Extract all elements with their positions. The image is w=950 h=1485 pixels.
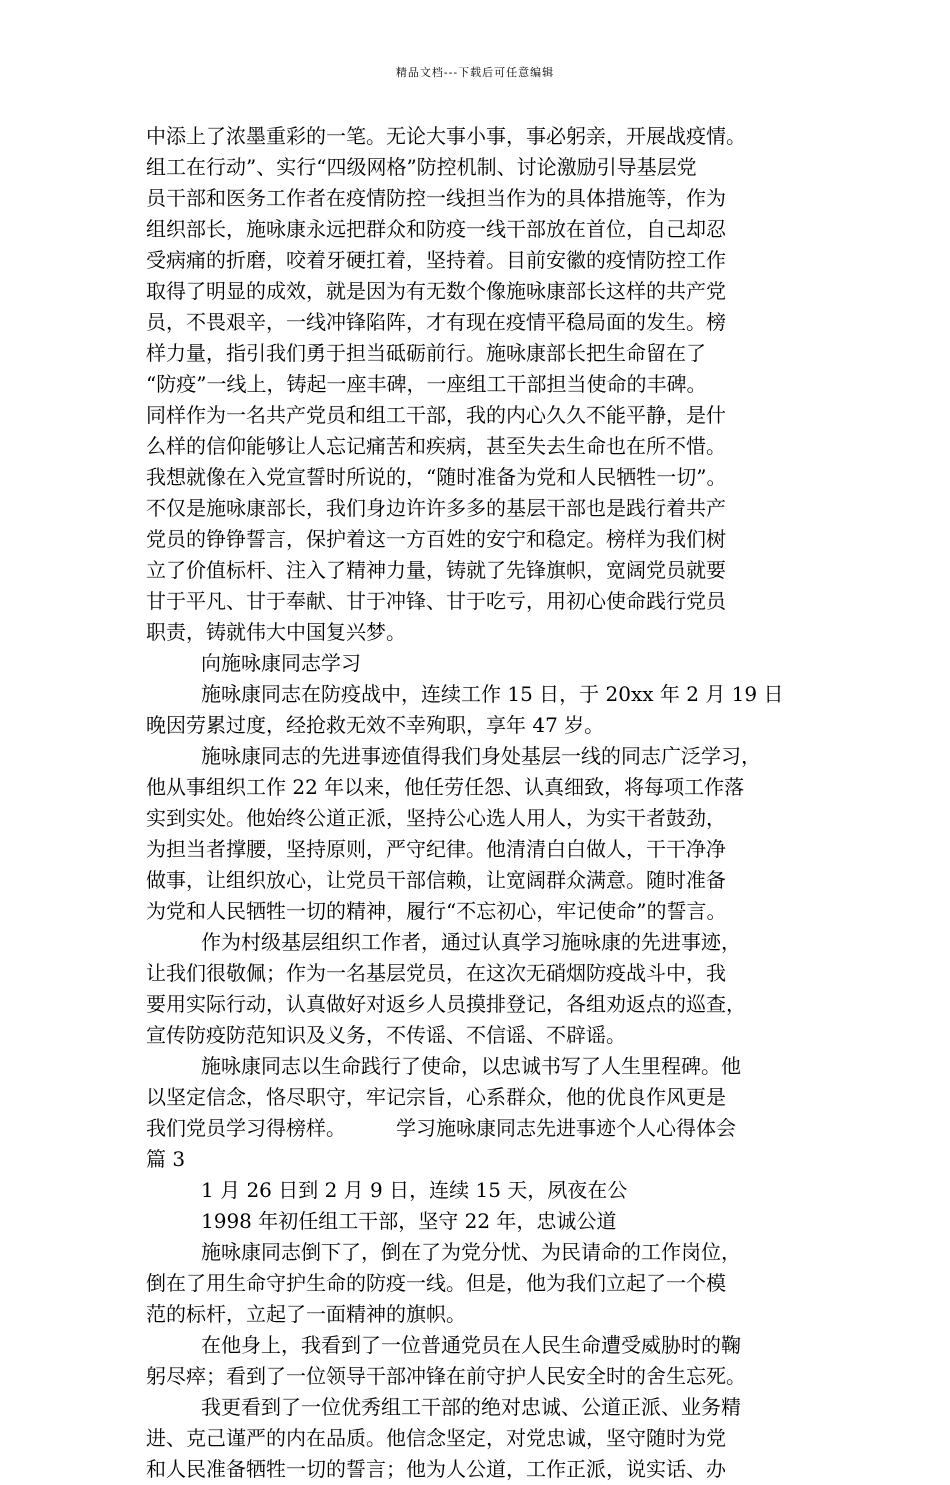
text-line: 进、克己谨严的内在品质。他信念坚定，对党忠诚，坚守随时为党 <box>146 1426 726 1450</box>
text-line: 作为村级基层组织工作者，通过认真学习施咏康的先进事迹， <box>201 930 741 954</box>
text-line: “防疫”一线上，铸起一座丰碑，一座组工干部担当使命的丰碑。 <box>146 372 707 396</box>
text-line: 组工在行动”、实行“四级网格”防控机制、讨论激励引导基层党 <box>146 155 697 179</box>
text-line: 我想就像在入党宣誓时所说的，“随时准备为党和人民牺牲一切”。 <box>146 465 727 489</box>
text-line: 为党和人民牺牲一切的精神，履行“不忘初心，牢记使命”的誓言。 <box>146 899 727 923</box>
text-line: 职责，铸就伟大中国复兴梦。 <box>146 620 406 644</box>
page-header: 精品文档---下载后可任意编辑 <box>395 66 555 79</box>
text-line: 要用实际行动，认真做好对返乡人员摸排登记，各组劝返点的巡查， <box>146 992 746 1016</box>
text-line: 中添上了浓墨重彩的一笔。无论大事小事，事必躬亲，开展战疫情。 <box>146 124 746 148</box>
text-line: 我们党员学习得榜样。 学习施咏康同志先进事迹个人心得体会 <box>146 1116 736 1140</box>
text-line: 和人民准备牺牲一切的誓言；他为人公道，工作正派，说实话、办 <box>146 1457 726 1481</box>
text-line: 不仅是施咏康部长，我们身边许许多多的基层干部也是践行着共产 <box>146 496 726 520</box>
text-line: 受病痛的折磨，咬着牙硬扛着，坚持着。目前安徽的疫情防控工作 <box>146 248 726 272</box>
text-line: 员，不畏艰辛，一线冲锋陷阵，才有现在疫情平稳局面的发生。榜 <box>146 310 726 334</box>
text-line: 1 月 26 日到 2 月 9 日，连续 15 天，夙夜在公 <box>201 1178 628 1202</box>
text-line: 党员的铮铮誓言，保护着这一方百姓的安宁和稳定。榜样为我们树 <box>146 527 726 551</box>
text-line: 员干部和医务工作者在疫情防控一线担当作为的具体措施等，作为 <box>146 186 726 210</box>
text-line: 倒在了用生命守护生命的防疫一线。但是，他为我们立起了一个模 <box>146 1271 726 1295</box>
text-line: 在他身上，我看到了一位普通党员在人民生命遭受威胁时的鞠 <box>201 1333 741 1357</box>
text-line: 么样的信仰能够让人忘记痛苦和疾病，甚至失去生命也在所不惜。 <box>146 434 726 458</box>
text-line: 以坚定信念，恪尽职守，牢记宗旨，心系群众，他的优良作风更是 <box>146 1085 726 1109</box>
text-line: 样力量，指引我们勇于担当砥砺前行。施咏康部长把生命留在了 <box>146 341 706 365</box>
text-line: 甘于平凡、甘于奉献、甘于冲锋、甘于吃亏，用初心使命践行党员 <box>146 589 726 613</box>
text-line: 立了价值标杆、注入了精神力量，铸就了先锋旗帜，宽阔党员就要 <box>146 558 726 582</box>
text-line: 组织部长，施咏康永远把群众和防疫一线干部放在首位，自己却忍 <box>146 217 726 241</box>
text-line: 篇 3 <box>146 1147 186 1171</box>
document-body <box>146 121 826 1485</box>
text-line: 施咏康同志以生命践行了使命，以忠诚书写了人生里程碑。他 <box>201 1054 741 1078</box>
text-line: 范的标杆，立起了一面精神的旗帜。 <box>146 1302 466 1326</box>
text-line: 施咏康同志倒下了，倒在了为党分忧、为民请命的工作岗位， <box>201 1240 741 1264</box>
text-line: 晚因劳累过度，经抢救无效不幸殉职，享年 47 岁。 <box>146 713 605 737</box>
text-line: 我更看到了一位优秀组工干部的绝对忠诚、公道正派、业务精 <box>201 1395 741 1419</box>
text-line: 为担当者撑腰，坚持原则，严守纪律。他清清白白做人，干干净净 <box>146 837 726 861</box>
text-line: 施咏康同志在防疫战中，连续工作 15 日，于 20xx 年 2 月 19 日 <box>201 682 784 706</box>
text-line: 实到实处。他始终公道正派，坚持公心选人用人，为实干者鼓劲， <box>146 806 726 830</box>
text-line: 宣传防疫防范知识及义务，不传谣、不信谣、不辟谣。 <box>146 1023 626 1047</box>
text-line: 躬尽瘁；看到了一位领导干部冲锋在前守护人民安全时的舍生忘死。 <box>146 1364 746 1388</box>
text-line: 让我们很敬佩；作为一名基层党员，在这次无硝烟防疫战斗中，我 <box>146 961 726 985</box>
text-line: 他从事组织工作 22 年以来，他任劳任怨、认真细致，将每项工作落 <box>146 775 745 799</box>
text-line: 取得了明显的成效，就是因为有无数个像施咏康部长这样的共产党 <box>146 279 726 303</box>
text-line: 1998 年初任组工干部，坚守 22 年，忠诚公道 <box>201 1209 617 1233</box>
text-line: 做事，让组织放心，让党员干部信赖，让宽阔群众满意。随时准备 <box>146 868 726 892</box>
text-line: 施咏康同志的先进事迹值得我们身处基层一线的同志广泛学习， <box>201 744 761 768</box>
text-line: 向施咏康同志学习 <box>201 651 361 675</box>
text-line: 同样作为一名共产党员和组工干部，我的内心久久不能平静，是什 <box>146 403 726 427</box>
